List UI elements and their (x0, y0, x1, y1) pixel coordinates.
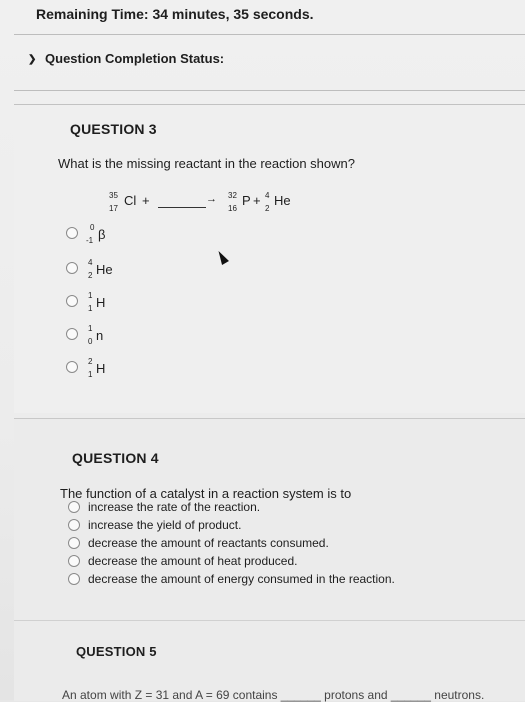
radio-button[interactable] (68, 555, 80, 567)
divider (14, 34, 525, 35)
plus-sign: + (142, 193, 150, 208)
reaction-arrow: → (206, 193, 217, 205)
option-symbol: H (96, 295, 106, 310)
question-3-prompt: What is the missing reactant in the reaction shown? (58, 156, 355, 171)
nuclide-atomic: 16 (228, 204, 237, 213)
option-atomic: 0 (88, 337, 93, 346)
nuclide-mass: 32 (228, 191, 237, 200)
nuclide-mass: 35 (109, 191, 118, 200)
question-4-title: QUESTION 4 (72, 450, 159, 466)
divider (14, 620, 525, 621)
option-atomic: -1 (86, 236, 94, 245)
radio-button[interactable] (66, 262, 78, 274)
remaining-time (36, 6, 314, 22)
q3-option-h2[interactable] (66, 358, 186, 380)
option-mass: 2 (88, 357, 93, 366)
nuclide-symbol: P (242, 193, 251, 208)
radio-button[interactable] (68, 519, 80, 531)
option-symbol: He (96, 262, 113, 277)
radio-button[interactable] (66, 295, 78, 307)
option-text: increase the rate of the reaction. (88, 500, 261, 514)
nuclide-atomic: 2 (265, 204, 270, 213)
option-mass: 1 (88, 291, 93, 300)
option-symbol: H (96, 361, 106, 376)
q3-option-beta[interactable] (66, 224, 186, 246)
q3-option-h1[interactable] (66, 292, 186, 314)
question-5-prompt: An atom with Z = 31 and A = 69 contains ______ protons and ______ neutrons. (62, 688, 485, 702)
option-text: decrease the amount of energy consumed in the reaction. (88, 572, 395, 586)
option-text: increase the yield of product. (88, 518, 242, 532)
divider (14, 90, 525, 91)
radio-button[interactable] (66, 328, 78, 340)
q3-option-he[interactable] (66, 259, 186, 281)
radio-button[interactable] (68, 501, 80, 513)
question-5-title: QUESTION 5 (76, 644, 157, 659)
option-symbol: β (98, 227, 106, 242)
nuclide-atomic: 17 (109, 204, 118, 213)
option-symbol: n (96, 328, 104, 343)
radio-button[interactable] (66, 227, 78, 239)
nuclide-symbol: He (274, 193, 291, 208)
question-3-title: QUESTION 3 (70, 121, 157, 137)
option-atomic: 1 (88, 304, 93, 313)
missing-reactant-blank (158, 207, 206, 208)
remaining-time-value: 34 minutes, 35 seconds. (152, 6, 314, 22)
option-atomic: 1 (88, 370, 93, 379)
question-4-prompt: The function of a catalyst in a reaction system is to (60, 486, 352, 501)
reaction-equation (108, 190, 328, 220)
completion-status-toggle[interactable] (28, 51, 224, 66)
q4-option-5[interactable] (68, 570, 448, 592)
nuclide-symbol: Cl (124, 193, 137, 208)
chevron-down-icon: ❯ (28, 54, 37, 65)
option-mass: 0 (90, 223, 95, 232)
radio-button[interactable] (68, 573, 80, 585)
radio-button[interactable] (66, 361, 78, 373)
option-text: decrease the amount of reactants consumed. (88, 536, 329, 550)
remaining-time-label: Remaining Time: (36, 6, 149, 22)
option-mass: 1 (88, 324, 93, 333)
radio-button[interactable] (68, 537, 80, 549)
q3-option-neutron[interactable] (66, 325, 186, 347)
option-text: decrease the amount of heat produced. (88, 554, 298, 568)
completion-status-label: Question Completion Status: (45, 51, 225, 66)
option-mass: 4 (88, 258, 93, 267)
plus-sign: + (253, 193, 261, 208)
nuclide-mass: 4 (265, 191, 270, 200)
option-atomic: 2 (88, 271, 93, 280)
